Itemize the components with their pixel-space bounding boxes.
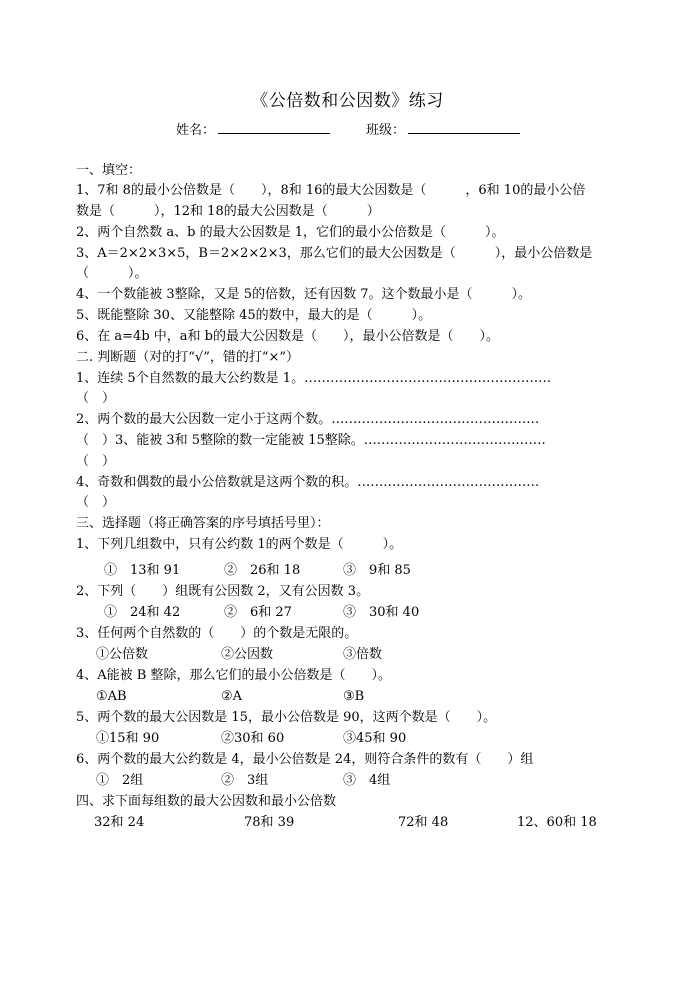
judge-line: 2、两个数的最大公因数一定小于这两个数。…………………………………………	[76, 412, 540, 427]
number-group: 78和 39	[244, 815, 295, 830]
judge-line: （ ）3、能被 3和 5整除的数一定能被 15整除。……………………………………	[76, 433, 546, 448]
number-group: 32和 24	[94, 815, 145, 830]
choice-option: ① 13和 91	[104, 563, 181, 578]
choice-option: ③45和 90	[343, 731, 407, 746]
choice-question: 1、下列几组数中，只有公约数 1的两个数是（ ）。	[76, 537, 403, 552]
choice-question: 4、A能被 B 整除，那么它们的最小公倍数是（ ）。	[76, 668, 391, 683]
choice-option: ①AB	[96, 689, 127, 704]
fill-line: 4、一个数能被 3整除，又是 5的倍数，还有因数 7。这个数最小是（ ）。	[76, 287, 531, 302]
judge-line: 4、奇数和偶数的最小公倍数就是这两个数的积。……………………………………	[76, 475, 540, 490]
section4-heading: 四、求下面每组数的最大公因数和最小公倍数	[76, 794, 337, 809]
choice-option: ② 26和 18	[224, 563, 301, 578]
choice-question: 6、两个数的最大公约数是 4，最小公倍数是 24，则符合条件的数有（ ）组	[76, 752, 534, 767]
choice-option: ② 3组	[221, 773, 269, 788]
choice-option: ② 6和 27	[224, 605, 292, 620]
choice-option: ③ 9和 85	[343, 563, 411, 578]
judge-line: 1、连续 5个自然数的最大公约数是 1。…………………………………………………	[76, 371, 552, 386]
choice-option: ③ 30和 40	[343, 605, 420, 620]
section3-heading: 三、选择题（将正确答案的序号填括号里）：	[76, 516, 330, 531]
fill-line: （ ）。	[76, 266, 148, 281]
choice-question: 3、任何两个自然数的（ ）的个数是无限的。	[76, 626, 358, 641]
number-group: 72和 48	[398, 815, 449, 830]
choice-option: ②公因数	[221, 647, 274, 662]
name-blank[interactable]	[218, 119, 330, 134]
choice-option: ③B	[343, 689, 365, 704]
judge-line: （ ）	[76, 495, 116, 510]
choice-option: ②A	[221, 689, 243, 704]
fill-line: 1、7和 8的最小公倍数是（ ），8和 16的最大公因数是（ ，6和 10的最小公倍	[76, 183, 586, 198]
choice-question: 2、下列（ ）组既有公因数 2，又有公因数 3。	[76, 584, 370, 599]
choice-option: ②30和 60	[221, 731, 285, 746]
fill-line: 数是（ ），12和 18的最大公因数是（ ）	[76, 204, 380, 219]
choice-option: ①15和 90	[96, 731, 160, 746]
fill-line: 5、既能整除 30、又能整除 45的数中，最大的是（ ）。	[76, 308, 432, 323]
choice-option: ③倍数	[343, 647, 383, 662]
name-label: 姓名：	[176, 123, 216, 138]
judge-line: （ ）	[76, 391, 116, 406]
class-blank[interactable]	[408, 119, 520, 134]
choice-option: ③ 4组	[343, 773, 391, 788]
page-title: 《公倍数和公因数》练习	[251, 91, 444, 111]
section1-heading: 一、填空：	[76, 163, 142, 178]
choice-option: ① 24和 42	[104, 605, 181, 620]
fill-line: 3、A＝2×2×3×5，B＝2×2×2×3，那么它们的最大公因数是（ ），最小公倍数是	[76, 246, 593, 261]
number-group: 12、60和 18	[517, 815, 597, 830]
class-label: 班级：	[366, 123, 406, 138]
choice-option: ①公倍数	[96, 647, 149, 662]
fill-line: 2、两个自然数 a、b 的最大公因数是 1，它们的最小公倍数是（ ）。	[76, 225, 505, 240]
section2-heading: 二. 判断题（对的打“√”，错的打“×”）	[76, 350, 300, 365]
choice-option: ① 2组	[96, 773, 144, 788]
choice-question: 5、两个数的最大公因数是 15，最小公倍数是 90，这两个数是（ ）。	[76, 710, 497, 725]
fill-line: 6、在 a=4b 中，a和 b的最大公因数是（ ），最小公倍数是（ ）。	[76, 329, 499, 344]
judge-line: （ ）	[76, 454, 116, 469]
